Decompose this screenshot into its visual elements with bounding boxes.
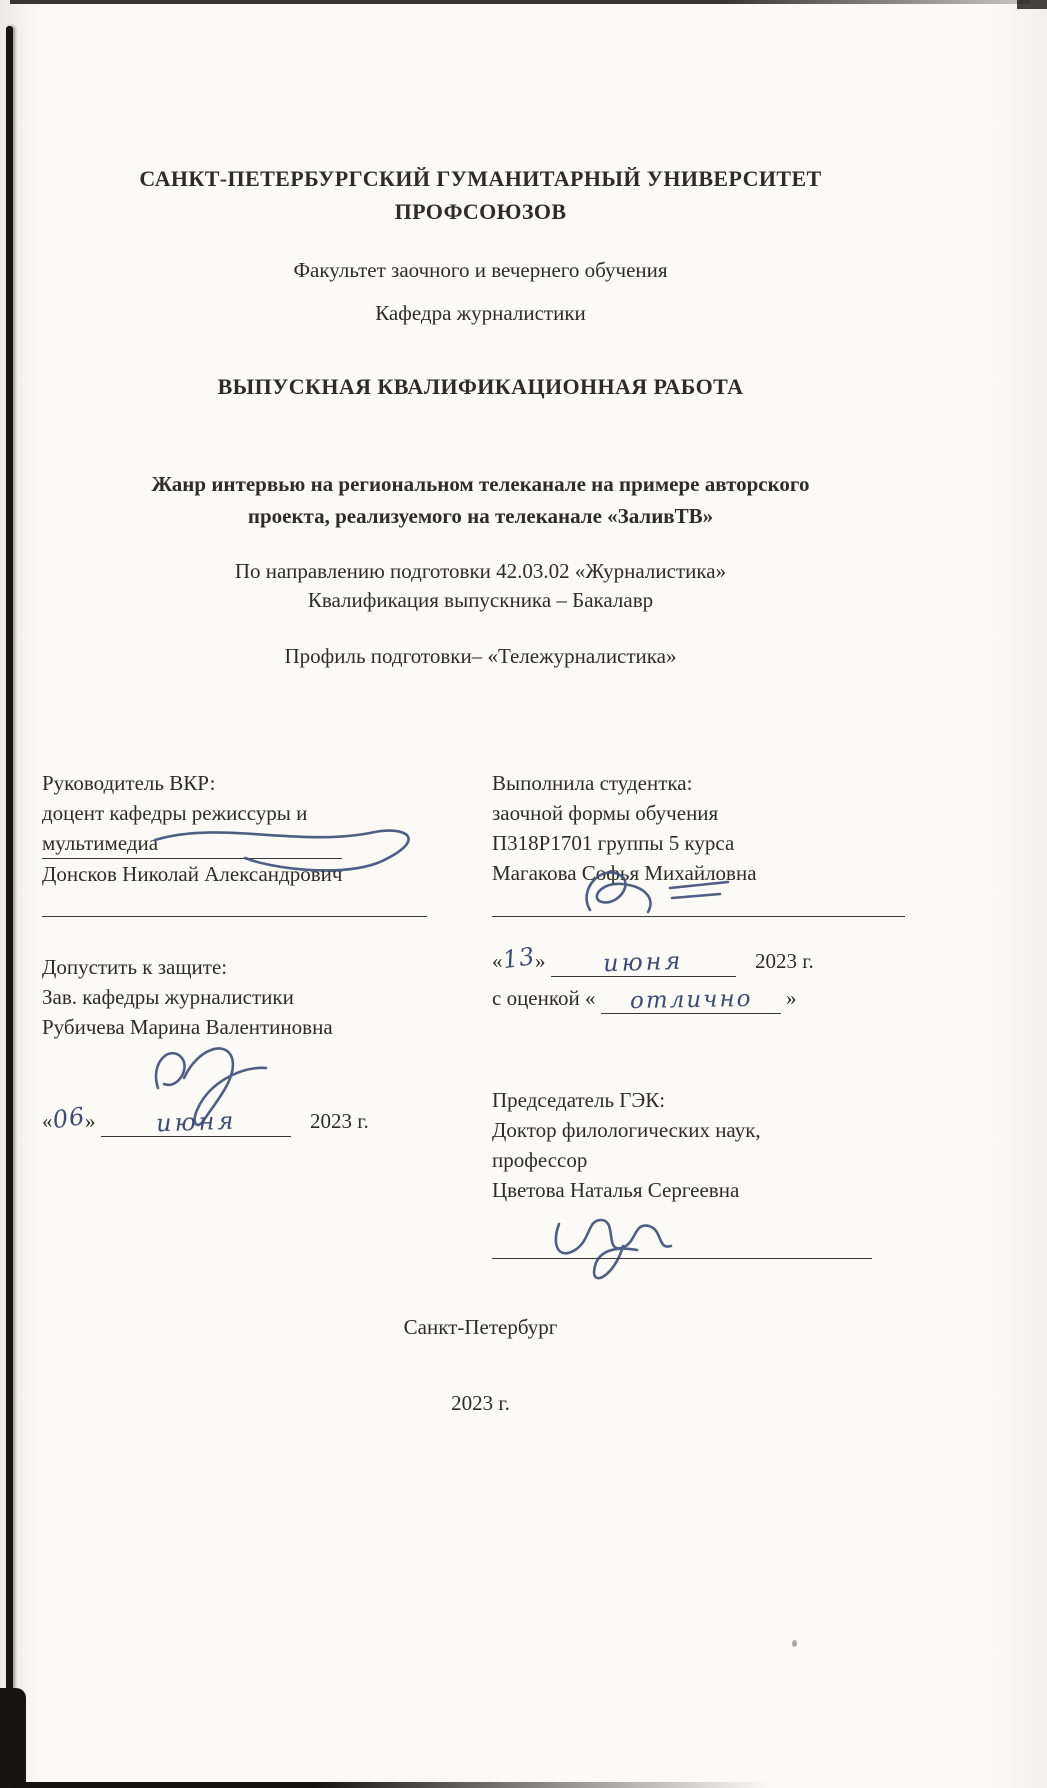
admission-date-close-quote: »	[85, 1109, 96, 1133]
scan-edge-artifact-bottom-left	[0, 1688, 26, 1788]
thesis-title-line1: Жанр интервью на региональном телеканале на примере авторского	[151, 472, 810, 496]
profile-line: Профиль подготовки– «Тележурналистика»	[284, 644, 677, 668]
admission-label: Допустить к защите:	[42, 955, 228, 979]
admission-date-open-quote: «	[42, 1109, 53, 1133]
admission-date-row	[42, 1101, 442, 1138]
scan-edge-artifact-left	[6, 26, 13, 1788]
supervisor-name: Донсков Николай Александрович	[42, 862, 343, 886]
scan-speck-artifact	[792, 1640, 797, 1647]
grade-line	[601, 983, 781, 1014]
chair-signature	[545, 1206, 745, 1286]
student-form-line: заочной формы обучения	[492, 801, 719, 825]
admission-date-day-handwritten: 06	[50, 1101, 87, 1135]
chair-name: Цветова Наталья Сергеевна	[492, 1178, 740, 1202]
university-name	[58, 162, 903, 228]
student-name: Магакова Софья Михайловна	[492, 861, 757, 885]
admission-block	[42, 952, 442, 1042]
chair-position-line1: Доктор филологических наук,	[492, 1118, 761, 1142]
supervisor-label: Руководитель ВКР:	[42, 771, 216, 795]
qualification-line: Квалификация выпускника – Бакалавр	[307, 588, 654, 612]
chair-block	[492, 1085, 917, 1205]
admission-date-month-handwritten: июня	[155, 1106, 237, 1138]
work-type-heading: ВЫПУСКНАЯ КВАЛИФИКАЦИОННАЯ РАБОТА	[217, 374, 744, 399]
student-date-close-quote: »	[535, 949, 546, 973]
student-date-open-quote: «	[492, 949, 503, 973]
grade-suffix: »	[786, 986, 797, 1010]
admission-date-month-line	[101, 1105, 291, 1137]
scan-edge-artifact-bottom	[10, 1782, 770, 1788]
scan-edge-artifact-top	[10, 0, 1030, 4]
grade-row	[492, 983, 917, 1014]
student-date-month-handwritten: июня	[602, 946, 684, 978]
university-name-line2: ПРОФСОЮЗОВ	[394, 199, 567, 224]
student-signature-line	[492, 916, 905, 917]
grade-prefix: с оценкой «	[492, 986, 596, 1010]
supervisor-position-line1: доцент кафедры режиссуры и	[42, 801, 308, 825]
university-name-line1: САНКТ-ПЕТЕРБУРГСКИЙ ГУМАНИТАРНЫЙ УНИВЕРСИТЕТ	[139, 166, 822, 191]
thesis-title-line2: проекта, реализуемого на телеканале «ЗаливТВ»	[247, 504, 714, 528]
department-head-position: Зав. кафедры журналистики	[42, 985, 294, 1009]
chair-label: Председатель ГЭК:	[492, 1088, 666, 1112]
chair-position-line2: профессор	[492, 1148, 588, 1172]
scan-edge-artifact-top-right	[1017, 0, 1047, 9]
student-group-line: П318Р1701 группы 5 курса	[492, 831, 735, 855]
student-signature	[560, 862, 780, 920]
grade-value-handwritten: отлично	[629, 985, 753, 1015]
thesis-title	[58, 468, 903, 532]
supervisor-position-line2: мультимедиа	[42, 828, 342, 859]
department-head-name: Рубичева Марина Валентиновна	[42, 1015, 333, 1039]
department-head-signature	[140, 1038, 310, 1110]
student-date-year: 2023 г.	[755, 949, 814, 973]
student-date-day-handwritten: 13	[500, 941, 537, 975]
footer-year: 2023 г.	[451, 1391, 510, 1415]
admission-date-year: 2023 г.	[310, 1109, 369, 1133]
supervisor-handwritten-mark	[150, 818, 440, 878]
student-date-month-line	[551, 945, 736, 977]
supervisor-signature-line	[42, 916, 427, 917]
faculty-name: Факультет заочного и вечернего обучения	[293, 258, 668, 282]
chair-signature-line	[492, 1258, 872, 1259]
department-name: Кафедра журналистики	[375, 301, 586, 325]
student-date-row	[492, 941, 917, 978]
footer-city: Санкт-Петербург	[403, 1315, 558, 1339]
student-label: Выполнила студентка:	[492, 771, 693, 795]
program-line: По направлению подготовки 42.03.02 «Журналистика»	[234, 559, 727, 583]
